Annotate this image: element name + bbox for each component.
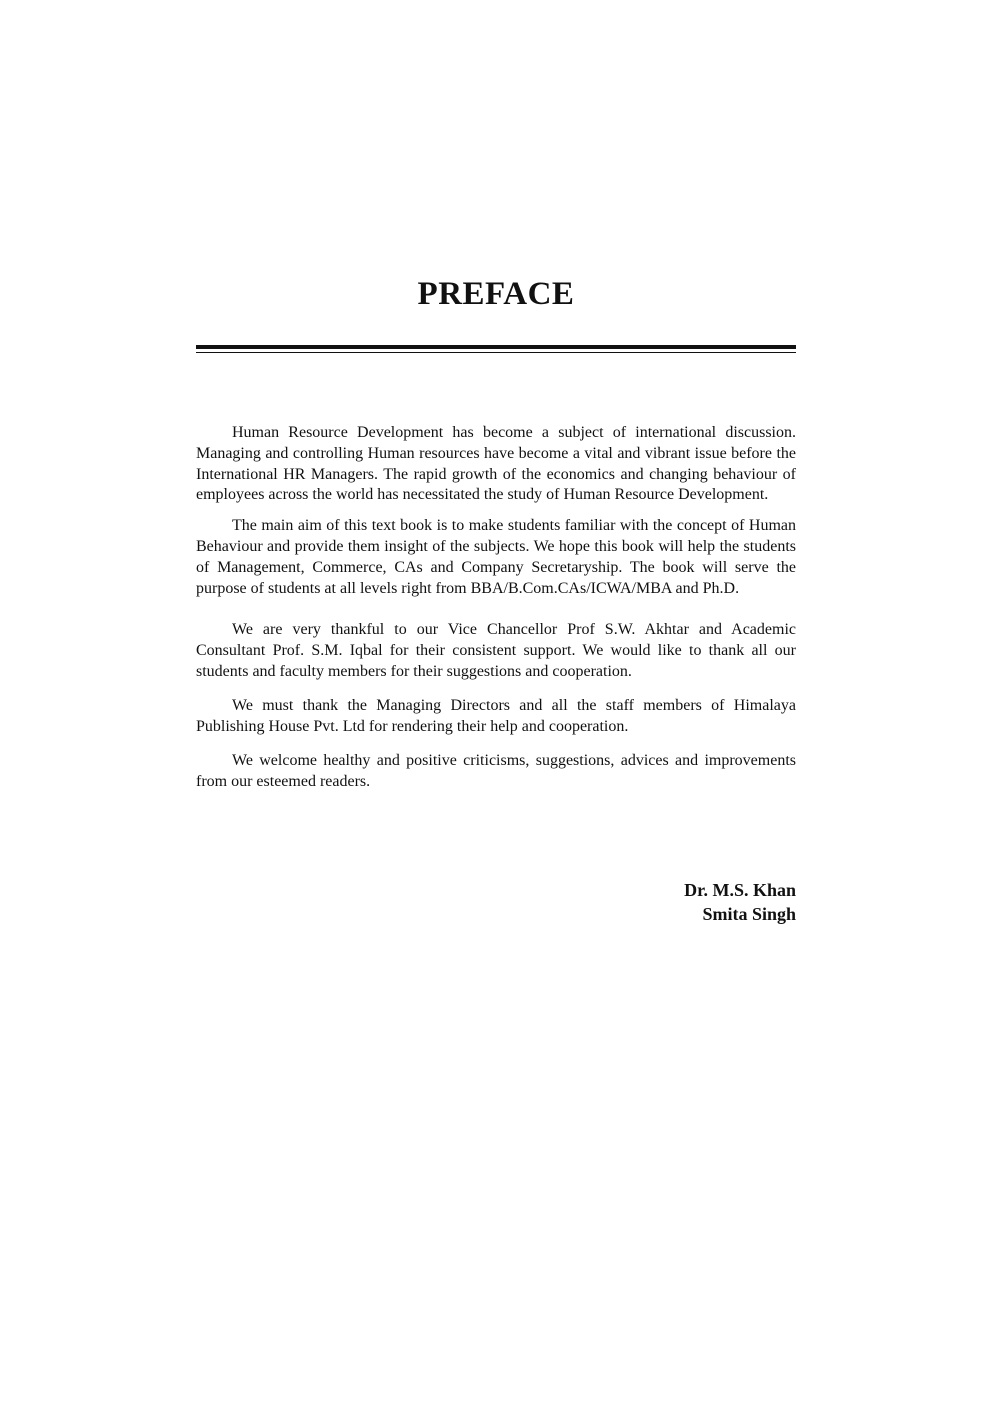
author-name: Smita Singh xyxy=(702,904,796,924)
paragraph: The main aim of this text book is to make students familiar with the concept of Human Behaviour and provide them insight of the subjects. We hope this book will help the students of Management, Commerce, CAs and Company Secretaryship. The book will serve the purpose of students at all levels right from BBA/B.Com.CAs/ICWA/MBA and Ph.D. xyxy=(196,517,796,597)
author-signature xyxy=(496,878,796,926)
author-name: Dr. M.S. Khan xyxy=(684,880,796,900)
paragraph: We are very thankful to our Vice Chancellor Prof S.W. Akhtar and Academic Consultant Prof. S.M. Iqbal for their consistent support. We would like to thank all our students and faculty members for their suggestions and cooperation. xyxy=(196,621,796,680)
title-divider-thin xyxy=(196,352,796,353)
preface-body xyxy=(196,423,796,793)
title-divider-thick xyxy=(196,345,796,349)
paragraph: We welcome healthy and positive criticisms, suggestions, advices and improvements from our esteemed readers. xyxy=(196,752,796,791)
page-title: PREFACE xyxy=(417,276,575,312)
paragraph: Human Resource Development has become a subject of international discussion. Managing and controlling Human resources have become a vital and vibrant issue before the International HR Managers. The rapid growth of the economics and changing behaviour of employees across the world has necessitated the study of Human Resource Development. xyxy=(196,424,796,504)
paragraph: We must thank the Managing Directors and all the staff members of Himalaya Publishing House Pvt. Ltd for rendering their help and cooperation. xyxy=(196,696,796,735)
